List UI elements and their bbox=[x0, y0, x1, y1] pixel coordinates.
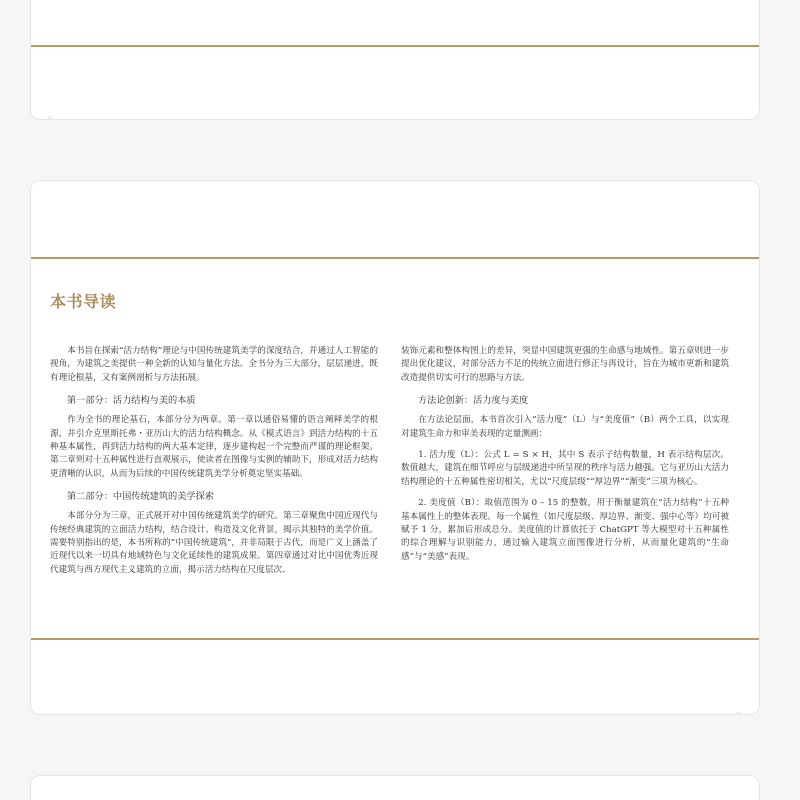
left-column bbox=[50, 345, 378, 577]
part1-paragraph: 作为全书的理论基石，本部分分为两章。第一章以通俗易懂的语言阐释美学的根源，并引介克里斯托弗・亚历山大的活力结构概念。从《模式语言》到活力结构的十五种基本属性，再到活力结构的两大基本定律，逐步建构起一个完整而严谨的理论框架。第二章则对十五种属性进行直观展示，使读者在图像与实例的辅助下，形成对活力结构更清晰的认识，从而为后续的中国传统建筑美学分析奠定坚实基础。 bbox=[50, 415, 378, 479]
vitality-item: 1. 活力度（L）：公式 L = S × H，其中 S 表示子结构数量，H 表示结构层次。数值越大，建筑在细节呼应与层级递进中所呈现的秩序与活力越强。它与亚历山大活力结构理论的十五种属性密切相关，尤以“尺度层级”“厚边界”“渐变”三项为核心。 bbox=[401, 450, 729, 487]
page-title: 本书导读 bbox=[50, 292, 117, 311]
page-number: 15 bbox=[47, 115, 53, 120]
header-divider-line bbox=[31, 257, 759, 259]
method-heading: 方法论创新：活力度与美度 bbox=[418, 395, 529, 407]
next-page bbox=[30, 775, 760, 800]
page-number: 16 bbox=[735, 711, 741, 715]
previous-page bbox=[30, 0, 760, 120]
part2-paragraph: 本部分分为三章，正式展开对中国传统建筑美学的研究。第三章聚焦中国近现代与传统经典建筑的立面活力结构，结合设计、构造及文化背景，揭示其独特的美学价值。需要特别指出的是，本书所称的“中国传统建筑”，并非局限于古代，而是广义上涵盖了近现代以来一切具有地域特色与文化延续性的建筑成果。第四章通过对比中国优秀近现代建筑与西方现代主义建筑的立面，揭示活力结构在尺度层次、 bbox=[50, 511, 378, 575]
footer-divider-line bbox=[31, 638, 759, 640]
part1-heading: 第一部分：活力结构与美的本质 bbox=[67, 395, 196, 407]
continued-paragraph: 装饰元素和整体构图上的差异，突显中国建筑更强的生命感与地域性。第五章则进一步提出优化建议，对部分活力不足的传统立面进行修正与再设计，旨在为城市更新和建筑改造提供切实可行的思路与方法。 bbox=[401, 346, 729, 383]
page-divider-line bbox=[31, 45, 759, 47]
intro-page bbox=[30, 180, 760, 715]
method-intro-paragraph: 在方法论层面，本书首次引入“活力度”（L）与“美度值”（B）两个工具，以实现对建筑生命力和审美表现的定量测画： bbox=[401, 415, 729, 439]
beauty-item: 2. 美度值（B）：取值范围为 0 – 15 的整数，用于衡量建筑在“活力结构”十五种基本属性上的整体表现。每一个属性（如尺度层级、厚边界、渐变、强中心等）均可被赋予 1 分，累加后形成总分。美度值的计算依托于 ChatGPT 等大模型对十五种属性的综合理解与识别能力，通过输入建筑立面图像进行分析，从而量化建筑的“生命感”与“美感”表现。 bbox=[401, 498, 729, 562]
right-column bbox=[401, 345, 729, 564]
intro-paragraph: 本书旨在探索“活力结构”理论与中国传统建筑美学的深度结合，并通过人工智能的视角，为建筑之美提供一种全新的认知与量化方法。全书分为三大部分，层层递进，既有理论根基，又有案例剖析与方法拓展。 bbox=[50, 346, 378, 383]
part2-heading: 第二部分：中国传统建筑的美学探索 bbox=[67, 491, 214, 503]
